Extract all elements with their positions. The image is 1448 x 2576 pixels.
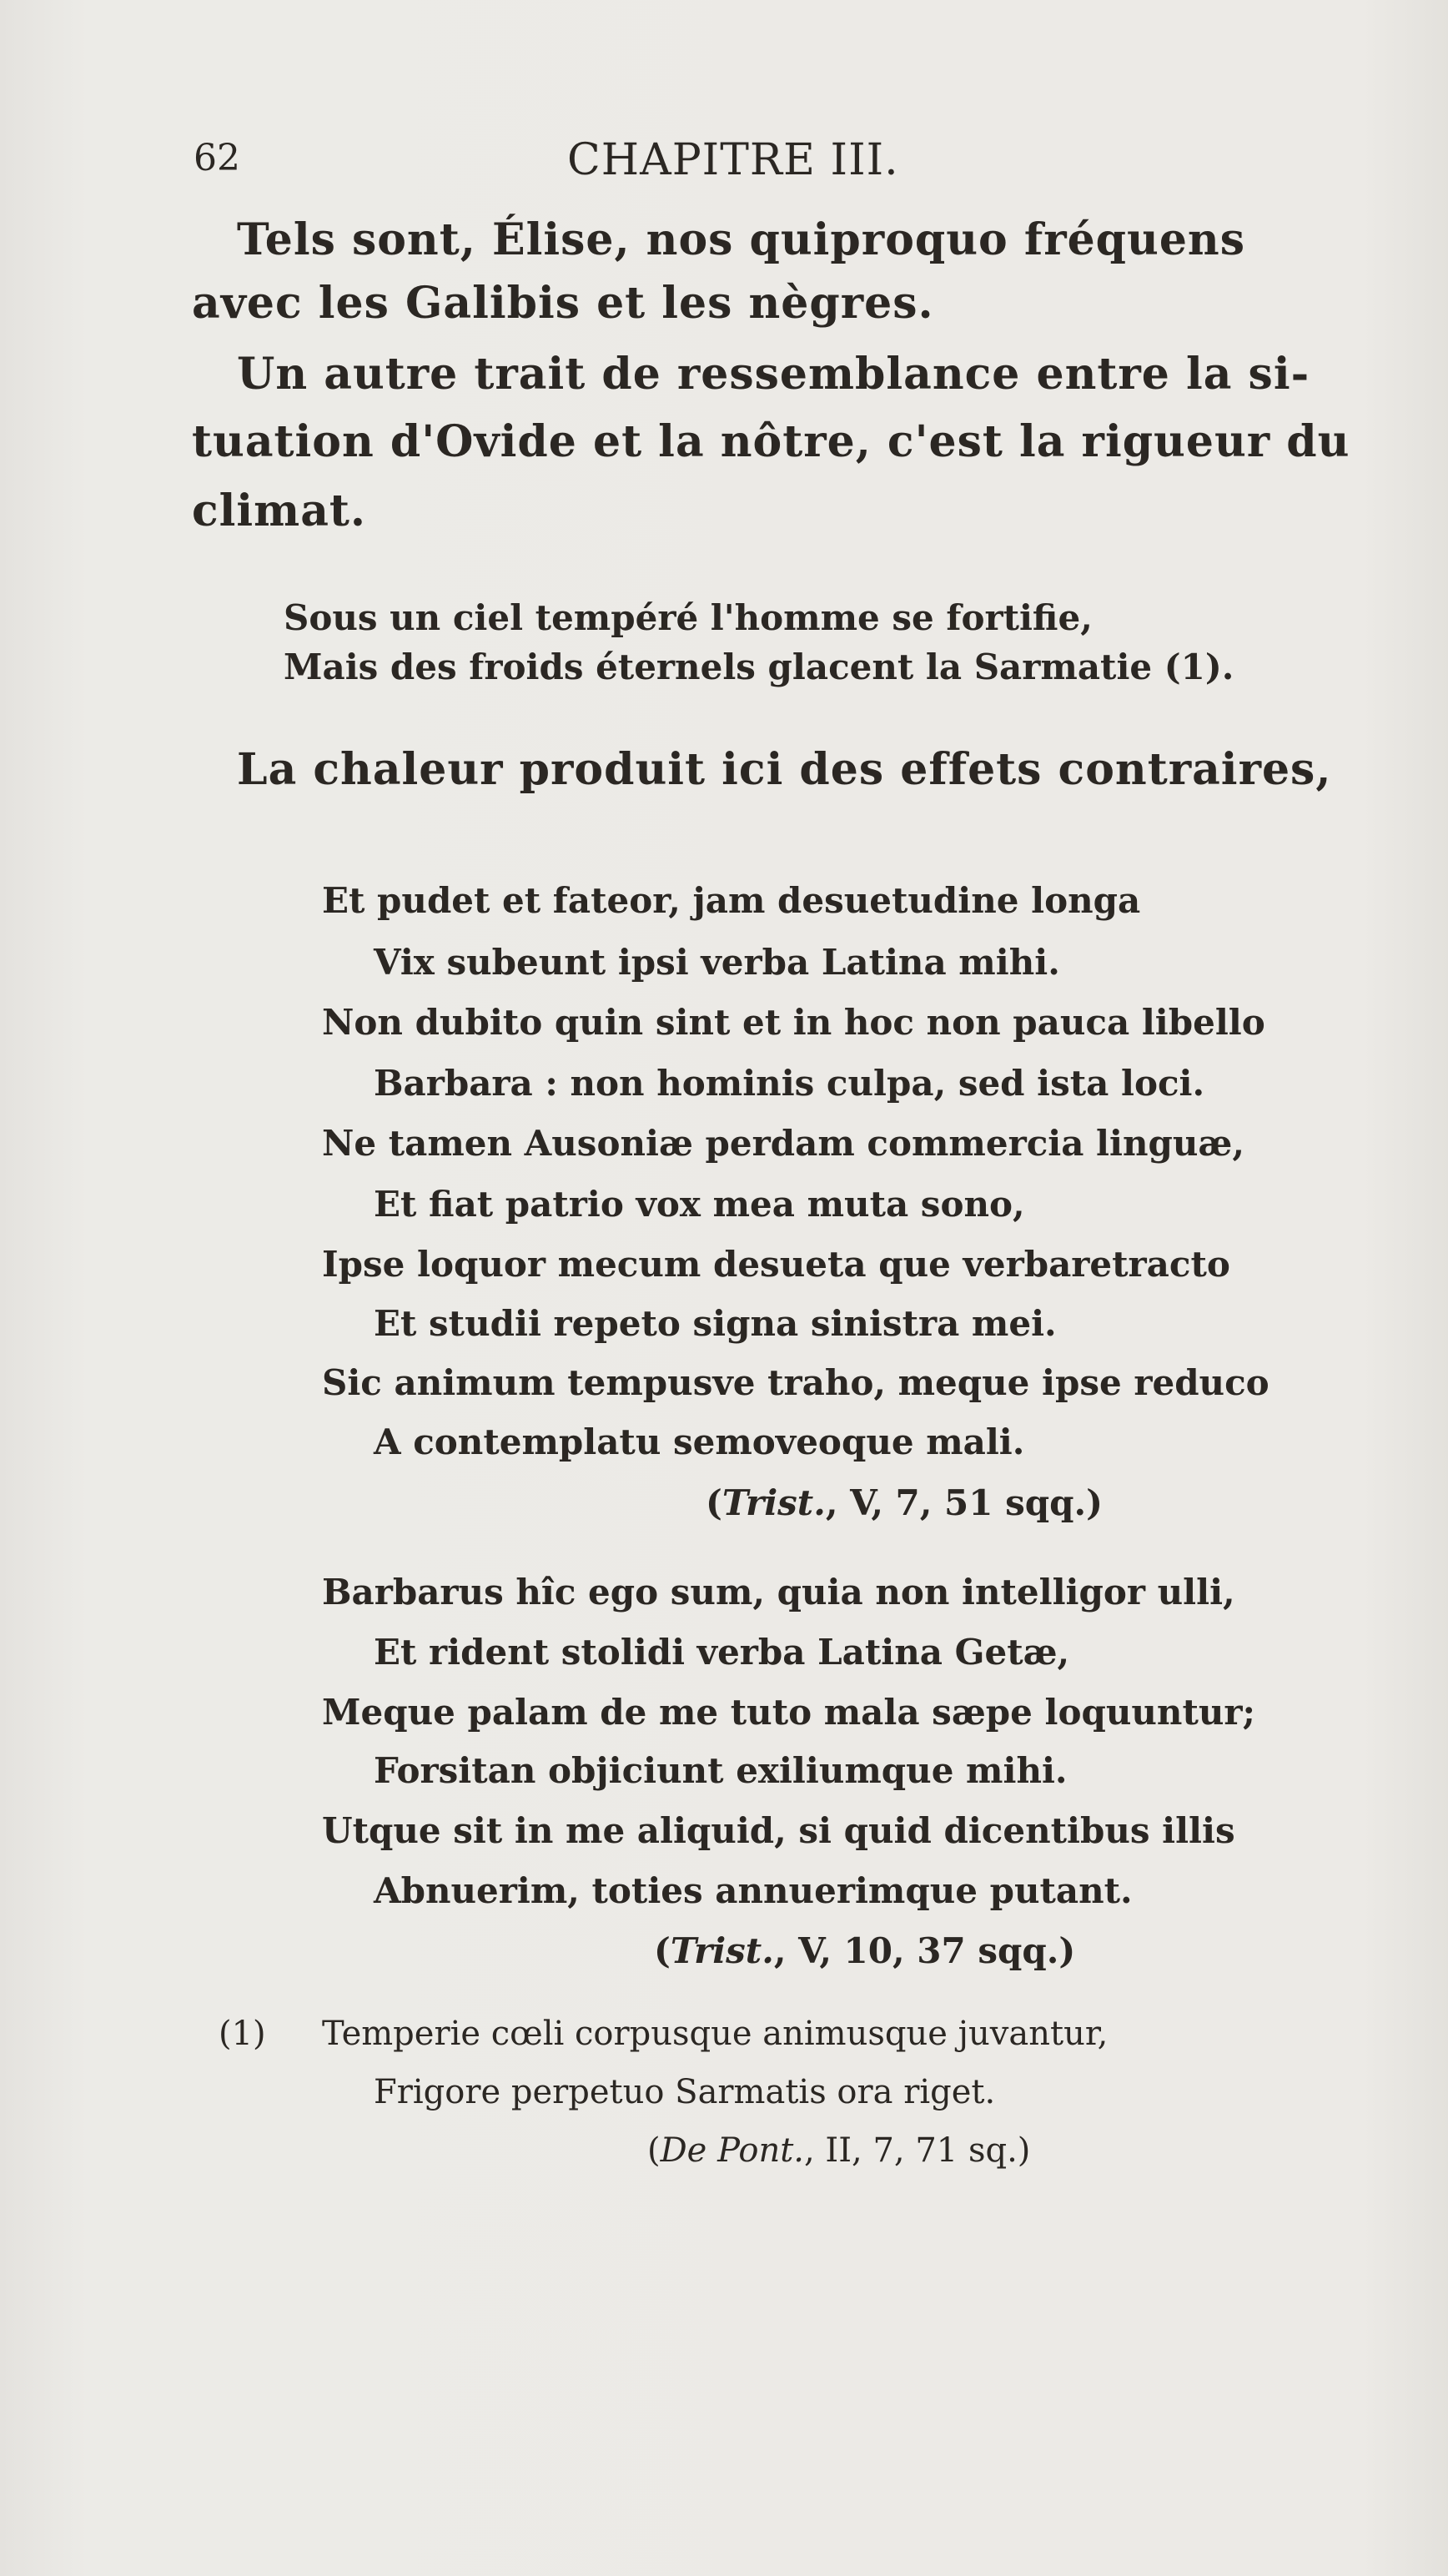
citation-open: ( [706,1482,722,1523]
latin-1-line-3: Non dubito quin sint et in hoc non pauca libello [322,1002,1265,1043]
latin-1-line-1: Et pudet et fateor, jam desuetudine longa [322,880,1141,921]
paragraph-1-line-2: avec les Galibis et les nègres. [192,278,934,329]
citation-rest: , V, 10, 37 sqq.) [773,1930,1076,1971]
latin-1-line-9: Sic animum tempusve traho, meque ipse reduco [322,1362,1270,1403]
citation-rest: , V, 7, 51 sqq.) [825,1482,1103,1523]
citation-work: Trist. [670,1930,774,1971]
citation-work: Trist. [721,1482,826,1523]
paragraph-1-line-1: Tels sont, Élise, nos quiproquo fréquens [237,214,1246,265]
paragraph-2-line-1: Un autre trait de ressemblance entre la si- [237,349,1310,400]
latin-2-citation [654,1930,1076,1971]
page-number: 62 [194,137,240,179]
verse-1-line-2: Mais des froids éternels glacent la Sarmatie (1). [284,647,1234,687]
citation-open: ( [647,2131,661,2170]
footnote-citation [647,2131,1031,2170]
verse-1-line-1: Sous un ciel tempéré l'homme se fortifie, [284,597,1093,638]
citation-work: De Pont. [660,2131,804,2170]
paragraph-2-line-3: climat. [192,486,367,536]
chapter-title: CHAPITRE III. [567,135,899,185]
latin-1-line-7: Ipse loquor mecum desueta que verbaretracto [322,1244,1230,1285]
latin-1-citation [706,1482,1103,1523]
latin-1-line-8: Et studii repeto signa sinistra mei. [374,1303,1057,1344]
latin-2-line-4: Forsitan objiciunt exiliumque mihi. [374,1750,1068,1791]
latin-1-line-5: Ne tamen Ausoniæ perdam commercia linguæ, [322,1123,1244,1164]
latin-1-line-10: A contemplatu semoveoque mali. [374,1421,1025,1462]
citation-rest: , II, 7, 71 sq.) [804,2131,1031,2170]
latin-2-line-2: Et rident stolidi verba Latina Getæ, [374,1632,1070,1673]
latin-1-line-6: Et fiat patrio vox mea muta sono, [374,1184,1025,1225]
latin-1-line-4: Barbara : non hominis culpa, sed ista loci. [374,1063,1205,1104]
footnote-line-2: Frigore perpetuo Sarmatis ora riget. [374,2073,996,2111]
latin-2-line-3: Meque palam de me tuto mala sæpe loquuntur; [322,1692,1256,1733]
footnote-line-1: Temperie cœli corpusque animusque juvantur, [322,2015,1109,2053]
latin-1-line-2: Vix subeunt ipsi verba Latina mihi. [374,942,1060,983]
latin-2-line-5: Utque sit in me aliquid, si quid dicentibus illis [322,1810,1235,1851]
paragraph-3-line-1: La chaleur produit ici des effets contraires, [237,744,1332,795]
paragraph-2-line-2: tuation d'Ovide et la nôtre, c'est la rigueur du [192,416,1350,467]
footnote-marker: (1) [219,2015,266,2053]
latin-2-line-1: Barbarus hîc ego sum, quia non intelligor ulli, [322,1572,1235,1613]
citation-open: ( [654,1930,671,1971]
latin-2-line-6: Abnuerim, toties annuerimque putant. [374,1870,1133,1911]
